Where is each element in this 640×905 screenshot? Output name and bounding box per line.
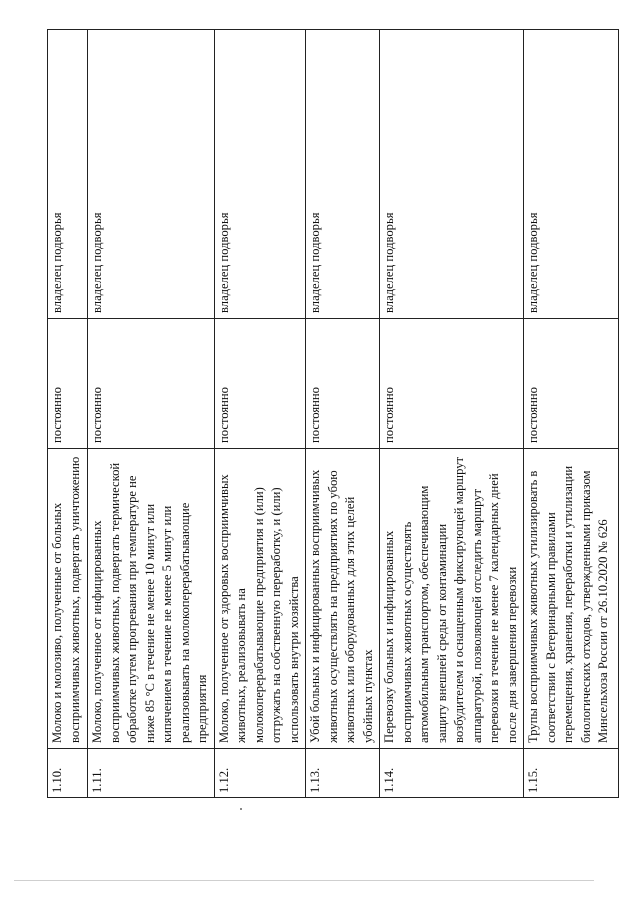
measure-description: Убой больных и инфицированных восприимчивых животных осуществлять на предприятиях по убою животных или оборудованных для этих целей убойных пунктах <box>306 449 380 749</box>
measure-description: Молоко, полученное от здоровых восприимчивых животных, реализовывать на молокоперерабатывающие предприятия и (или) отгружать на собственную переработку, и (или) использовать внутри хозяйства <box>214 449 306 749</box>
responsible-party: владелец подворья <box>88 30 215 319</box>
measures-table <box>47 29 619 798</box>
measure-frequency: постоянно <box>48 319 88 449</box>
responsible-party: владелец подворья <box>380 30 524 319</box>
measure-frequency: постоянно <box>524 319 619 449</box>
responsible-party: владелец подворья <box>48 30 88 319</box>
table-row <box>306 30 380 798</box>
row-number: 1.12. <box>214 749 306 798</box>
row-number: 1.13. <box>306 749 380 798</box>
row-number: 1.11. <box>88 749 215 798</box>
row-number: 1.14. <box>380 749 524 798</box>
table-row <box>380 30 524 798</box>
measure-frequency: постоянно <box>214 319 306 449</box>
responsible-party: владелец подворья <box>524 30 619 319</box>
measure-frequency: постоянно <box>88 319 215 449</box>
row-number: 1.10. <box>48 749 88 798</box>
measure-description: Молоко и молозиво, полученные от больных восприимчивых животных, подвергать уничтожению <box>48 449 88 749</box>
table-row <box>214 30 306 798</box>
measure-frequency: постоянно <box>306 319 380 449</box>
scan-speck <box>240 808 242 810</box>
measure-description: Трупы восприимчивых животных утилизировать в соответствии с Ветеринарными правилами перемещения, хранения, переработки и утилизации биологических отходов, утвержденными приказом Минсельхоза России от 26.10.2020 № 626 <box>524 449 619 749</box>
table-row <box>524 30 619 798</box>
responsible-party: владелец подворья <box>306 30 380 319</box>
row-number: 1.15. <box>524 749 619 798</box>
responsible-party: владелец подворья <box>214 30 306 319</box>
table-row <box>48 30 88 798</box>
measure-description: Перевозку больных и инфицированных восприимчивых животных осуществлять автомобильным транспортом, обеспечивающим защиту внешней среды от контаминации возбудителем и оснащенным фиксирующей маршрут аппаратурой, позволяющей отследить маршрут перевозки в течение не менее 7 календарных дней после дня завершения перевозки <box>380 449 524 749</box>
measure-description: Молоко, полученное от инфицированных восприимчивых животных, подвергать термической обработке путем прогревания при температуре не ниже 85 °С в течение не менее 10 минут или кипячением в течение не менее 5 минут или реализовывать на молокоперерабатывающие предприятия <box>88 449 215 749</box>
scan-edge-line <box>14 880 594 881</box>
measure-frequency: постоянно <box>380 319 524 449</box>
table-row <box>88 30 215 798</box>
